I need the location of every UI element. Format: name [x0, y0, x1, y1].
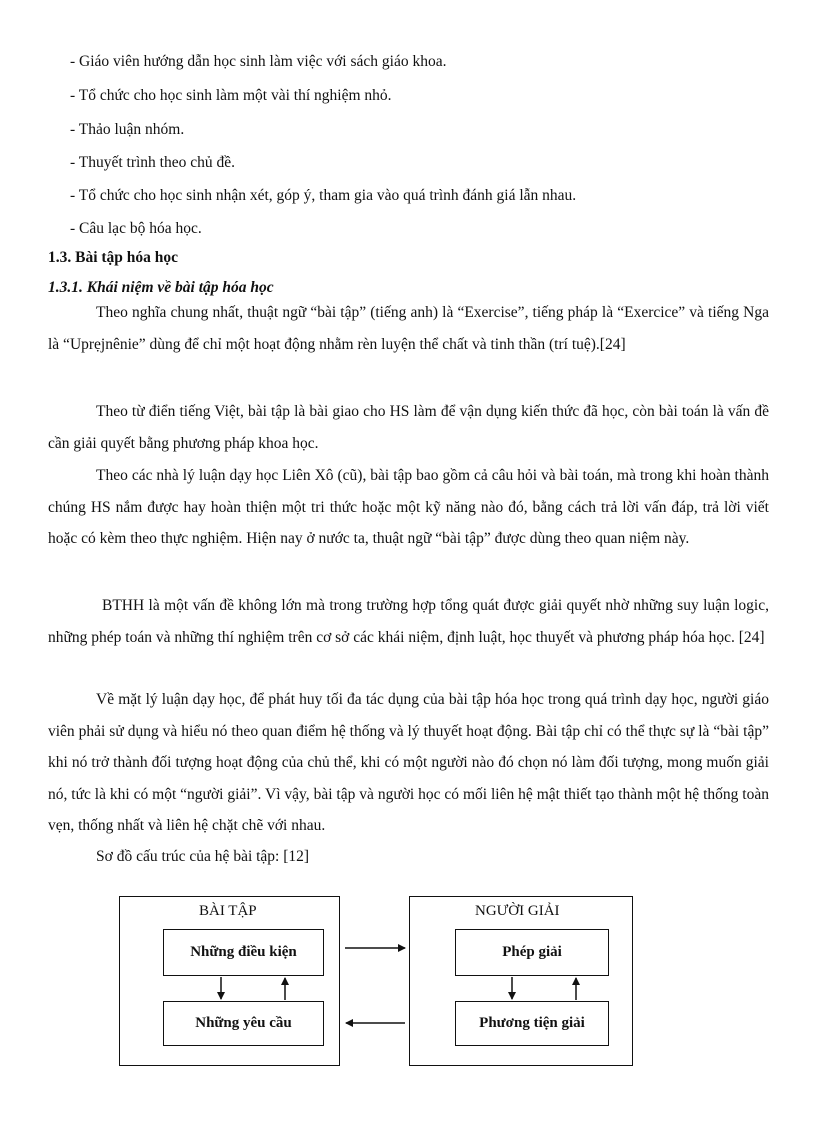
exercise-frame-title: BÀI TẬP: [199, 903, 257, 919]
subsection-heading: 1.3.1. Khái niệm về bài tập hóa học: [48, 279, 274, 296]
paragraph: Về mặt lý luận dạy học, để phát huy tối đa tác dụng của bài tập hóa học trong quá trình dạy học, người giáo viên phải sử dụng và hiểu nó theo quan điểm hệ thống và lý thuyết hoạt động. Bài tập chỉ có thể thực sự là “bài tập” khi nó trở thành đối tượng hoạt động của chủ thể, khi có một người nào đó chọn nó làm đối tượng, mong muốn giải nó, tức là khi có một “người giải”. Vì vậy, bài tập và người học có mối liên hệ mật thiết tạo thành một hệ thống toàn vẹn, thống nhất và liên hệ chặt chẽ với nhau.: [48, 691, 769, 834]
bullet-item: - Thảo luận nhóm.: [70, 121, 185, 138]
bullet-item: - Tổ chức cho học sinh làm một vài thí nghiệm nhỏ.: [70, 87, 392, 104]
paragraph: Theo nghĩa chung nhất, thuật ngữ “bài tập” (tiếng anh) là “Exercise”, tiếng pháp là “Exercice” và tiếng Nga là “Uprẹjnênie” dùng để chỉ một hoạt động nhằm rèn luyện thể chất và tinh thần (trí tuệ).[24]: [48, 304, 769, 353]
paragraph: BTHH là một vấn đề không lớn mà trong trường hợp tổng quát được giải quyết nhờ những suy luận logic, những phép toán và những thí nghiệm trên cơ sở các khái niệm, định luật, học thuyết và phương pháp hóa học. [24]: [48, 597, 769, 646]
bullet-item: - Tổ chức cho học sinh nhận xét, góp ý, tham gia vào quá trình đánh giá lẫn nhau.: [70, 187, 577, 204]
solver-frame-title: NGƯỜI GIẢI: [475, 903, 560, 919]
paragraph: Theo các nhà lý luận dạy học Liên Xô (cũ), bài tập bao gồm cả câu hỏi và bài toán, mà trong khi hoàn thành chúng HS nắm được hay hoàn thiện một tri thức hoặc một kỹ năng nào đó, bằng cách trả lời vấn đáp, trả lời viết hoặc có kèm theo thực nghiệm. Hiện nay ở nước ta, thuật ngữ “bài tập” được dùng theo quan niệm này.: [48, 467, 769, 547]
diagram-caption: Sơ đồ cấu trúc của hệ bài tập: [12]: [96, 848, 310, 865]
conditions-box: Những điều kiện: [163, 929, 324, 976]
paragraph: Theo từ điển tiếng Việt, bài tập là bài giao cho HS làm để vận dụng kiến thức đã học, còn bài toán là vấn đề cần giải quyết bằng phương pháp khoa học.: [48, 403, 769, 452]
bullet-item: - Thuyết trình theo chủ đề.: [70, 154, 236, 171]
means-box: Phương tiện giải: [455, 1001, 609, 1046]
solution-box: Phép giải: [455, 929, 609, 976]
bullet-item: - Câu lạc bộ hóa học.: [70, 220, 202, 237]
requirements-box: Những yêu cầu: [163, 1001, 324, 1046]
section-heading: 1.3. Bài tập hóa học: [48, 249, 179, 266]
bullet-item: - Giáo viên hướng dẫn học sinh làm việc với sách giáo khoa.: [70, 53, 447, 70]
